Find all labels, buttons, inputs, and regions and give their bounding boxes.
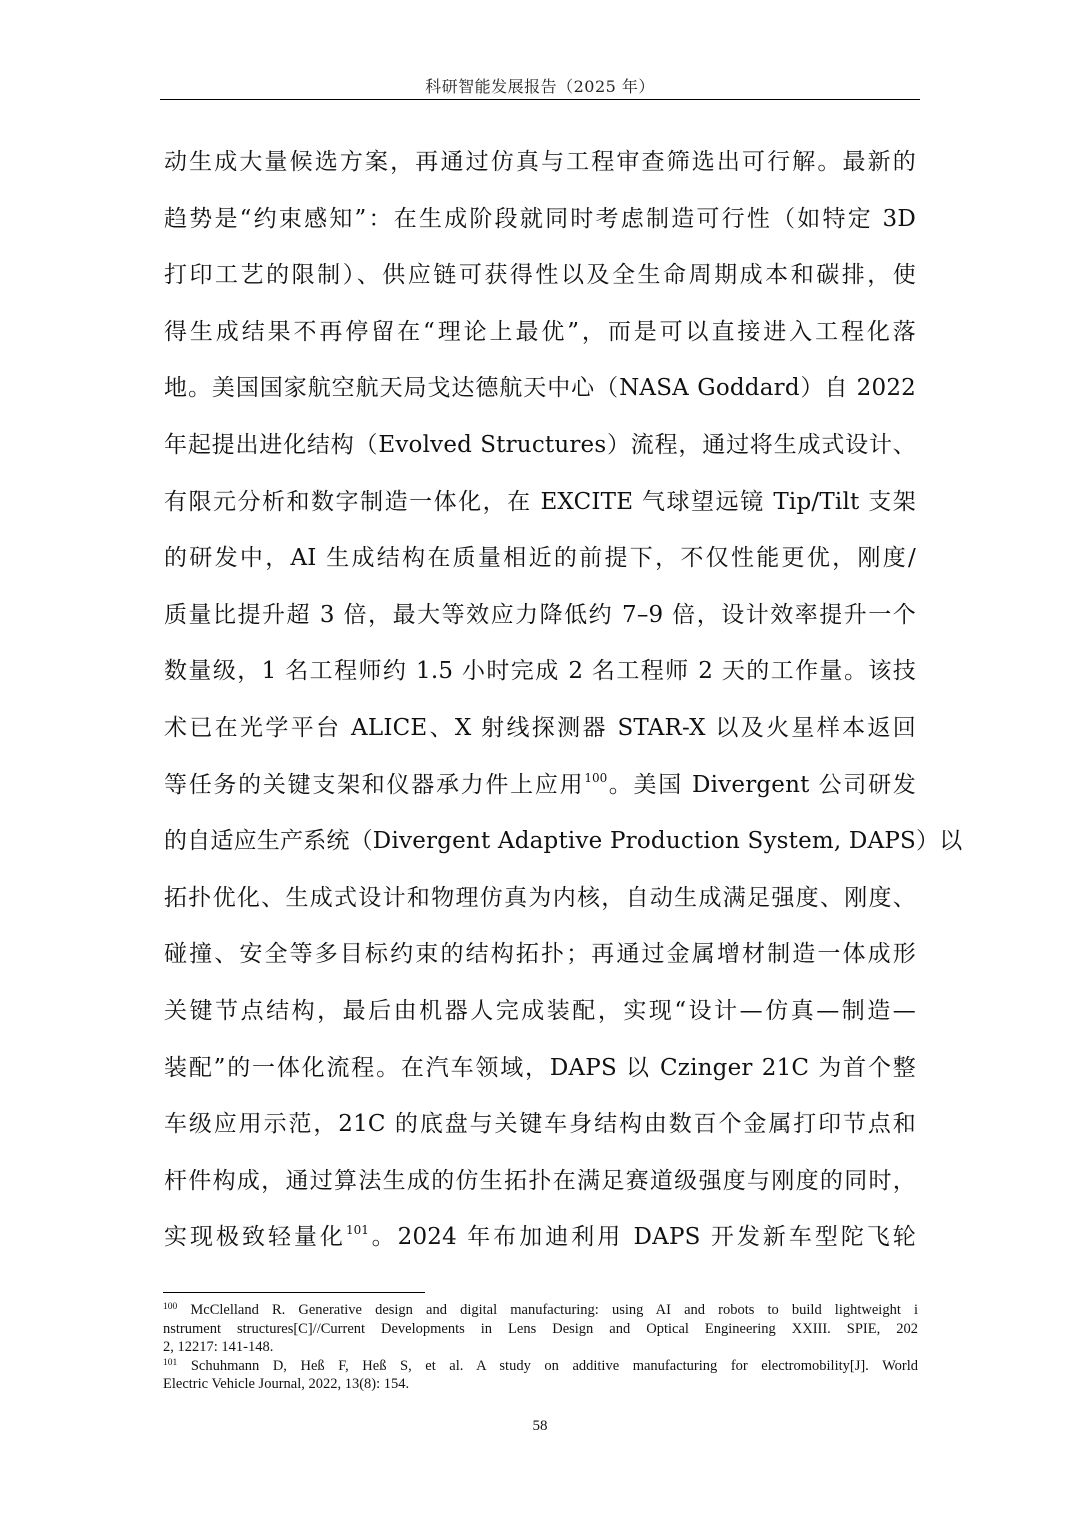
footnote-text: nstrument structures[C]//Current Developments in Lens Design and Optical Engineering XXIII. SPIE, 202 [163,1320,918,1337]
body-line: 动生成大量候选方案，再通过仿真与工程审查筛选出可行解。最新的 [164,149,916,175]
body-line: 拓扑优化、生成式设计和物理仿真为内核，自动生成满足强度、刚度、 [164,884,916,911]
body-line: 装配”的一体化流程。在汽车领域，DAPS 以 Czinger 21C 为首个整 [164,1054,916,1081]
footnote-100 [163,1301,918,1320]
body-line: 的研发中，AI 生成结构在质量相近的前提下，不仅性能更优，刚度/ [164,545,916,572]
body-line: 碰撞、安全等多目标约束的结构拓扑；再通过金属增材制造一体成形 [164,941,916,968]
body-line: 质量比提升超 3 倍，最大等效应力降低约 7–9 倍，设计效率提升一个 [164,601,916,628]
citation-100[interactable]: 100 [584,770,608,785]
body-line-with-citation [164,757,916,814]
body-line: 年起提出进化结构（Evolved Structures）流程，通过将生成式设计、 [164,431,916,458]
citation-101[interactable]: 101 [345,1223,369,1238]
page-header-title: 科研智能发展报告（2025 年） [425,77,655,96]
footnote-text: Electric Vehicle Journal, 2022, 13(8): 154. [163,1376,410,1392]
body-line: 杆件构成，通过算法生成的仿生拓扑在满足赛道级强度与刚度的同时， [164,1167,916,1194]
header-divider [160,99,920,100]
footnote-text: McClelland R. Generative design and digital manufacturing: using AI and robots to build lightweight i [190,1302,918,1318]
body-line-with-citation [164,1209,916,1266]
body-line-text: 等任务的关键支架和仪器承力件上应用 [164,771,585,798]
footnote-text: Schuhmann D, Heß F, Heß S, et al. A study on additive manufacturing for electromobility[J]. World [190,1357,918,1374]
body-line: 趋势是“约束感知”：在生成阶段就同时考虑制造可行性（如特定 3D [164,205,916,232]
body-line: 地。美国国家航空航天局戈达德航天中心（NASA Goddard）自 2022 [164,375,916,402]
body-line: 的自适应生产系统（Divergent Adaptive Production System, DAPS）以 [164,828,963,855]
body-line-text: 。美国 Divergent 公司研发 [607,771,916,798]
body-line: 车级应用示范，21C 的底盘与关键车身结构由数百个金属打印节点和 [164,1111,916,1138]
body-line-text: 。2024 年布加迪利用 DAPS 开发新车型陀飞轮 [368,1224,917,1251]
footnote-101 [163,1357,918,1376]
body-line: 有限元分析和数字制造一体化，在 EXCITE 气球望远镜 Tip/Tilt 支架 [164,488,916,515]
page-number: 58 [532,1418,548,1434]
footnote-text: 2, 12217: 141-148. [163,1339,274,1355]
footnotes [163,1301,918,1394]
footnote-divider [163,1292,425,1293]
body-line: 数量级，1 名工程师约 1.5 小时完成 2 名工程师 2 天的工作量。该技 [164,658,916,685]
body-line: 关键节点结构，最后由机器人完成装配，实现“设计—仿真—制造— [164,997,916,1024]
body-line: 得生成结果不再停留在“理论上最优”，而是可以直接进入工程化落 [164,318,916,345]
footnote-number: 101 [163,1357,178,1368]
body-line: 术已在光学平台 ALICE、X 射线探测器 STAR-X 以及火星样本返回 [164,714,916,741]
body-paragraph [164,134,963,1266]
body-line: 打印工艺的限制）、供应链可获得性以及全生命周期成本和碳排，使 [164,262,916,289]
footnote-number: 100 [163,1302,178,1312]
body-line-text: 实现极致轻量化 [164,1224,346,1251]
